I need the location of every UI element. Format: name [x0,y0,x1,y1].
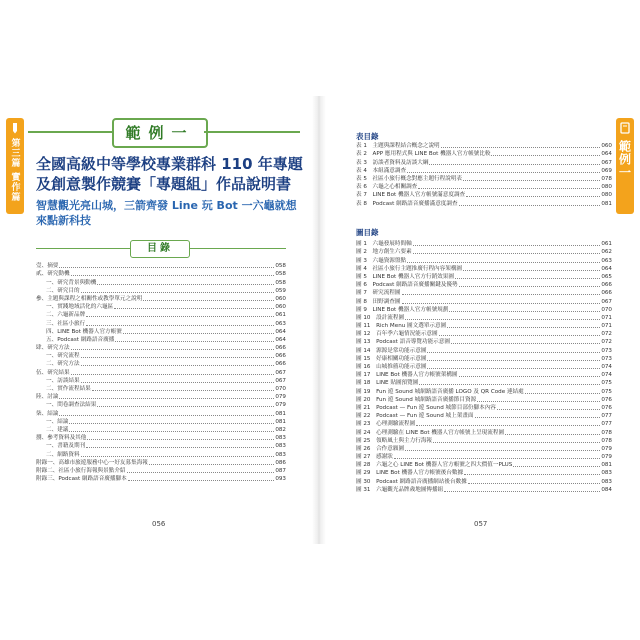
toc-entry [36,393,286,401]
dot-leader [429,164,600,165]
figure-entry [356,281,612,289]
dot-leader [513,466,600,467]
figure-entry [356,297,612,305]
figure-entry [356,379,612,387]
figure-entry-page: 072 [601,339,612,346]
toc-entry [36,270,286,278]
figure-entry-page: 083 [601,470,612,477]
figure-list-title: 圖目錄 [356,228,379,237]
table-entry-page: 060 [601,143,612,150]
toc-entry [36,344,286,352]
figure-entry-text: 圖 7 研究流程圖 [356,290,401,297]
figure-entry-text: 圖 13 Podcast 語音導覽功能示意圖 [356,339,450,346]
figure-entry-text: 圖 23 心理測驗流程圖 [356,421,416,428]
dot-leader [463,180,600,181]
figure-entry-page: 063 [601,257,612,264]
figure-entry-text: 圖 29 LINE Bot 機器人官方帳號後台數據 [356,470,464,477]
dot-leader [449,311,600,312]
toc-entry-page: 060 [275,295,286,302]
toc-entry-text: 一、結論 [46,418,69,425]
dot-leader [92,390,275,391]
toc-entry-text: 貳、研究動機 [36,271,70,278]
figure-entry-page: 079 [601,445,612,452]
toc-entry-page: 067 [275,377,286,384]
table-entry [356,150,612,158]
book-gutter [312,96,326,544]
figure-entry-text: 圖 17 LINE Bot 機器人官方帳號架構圖 [356,372,458,379]
toc-entry-page: 087 [275,467,286,474]
toc-entry-page: 064 [275,328,286,335]
figure-entry [356,346,612,354]
toc-entry [36,385,286,393]
table-entry [356,199,612,207]
dot-leader [114,308,274,309]
dot-leader [439,335,601,336]
toc-entry [36,459,286,467]
figure-entry [356,322,612,330]
dot-leader [149,464,274,465]
toc-entry-text: 二、研究方法 [46,361,80,368]
toc-entry-page: 079 [275,402,286,409]
table-entry-text: 表 4 本組滿意調查 [356,167,407,174]
figure-entry [356,445,612,453]
dot-leader [427,360,600,361]
toc-entry [36,278,286,286]
figure-entry-page: 072 [601,331,612,338]
figure-entry-page: 074 [601,364,612,370]
dot-leader [81,365,275,366]
dot-leader [86,325,274,326]
toc-entry-text: 二、實作流程結果 [46,386,91,392]
figure-entry-page: 075 [601,388,612,395]
dot-leader [69,431,274,432]
toc-entry-text: 五、Podcast 網路語音廣播 [46,336,115,343]
dot-leader [59,267,274,268]
toc-entry-text: 一、研究背景與動機 [46,279,97,286]
toc-entry-text: 一、問卷調查法結果 [46,402,97,409]
figure-entry-text: 圖 2 地方創生六要素 [356,249,412,256]
toc-entry-text: 附錄一、高雄市旅遊服務中心一好友募集海報 [36,459,148,466]
figure-entry-page: 078 [601,429,612,436]
table-entry [356,167,612,175]
dot-leader [451,343,600,344]
dot-leader [433,442,600,443]
toc-entry-text: 一、訪談結果 [46,377,80,384]
toc-entry-page: 067 [275,369,286,376]
dot-leader [466,196,600,197]
dot-leader [419,384,600,385]
dot-leader [128,480,275,481]
figure-entry [356,338,612,346]
figure-entry [356,428,612,436]
toc-entry [36,442,286,450]
figure-entry-page: 079 [601,454,612,461]
dot-leader [402,294,601,295]
figure-entry-text: 圖 8 田野調查圖 [356,298,401,305]
figure-entry-text: 圖 21 Podcast — Fun 遊 Sound 城節目部份腳本內容 [356,404,496,411]
dot-leader [459,376,601,377]
toc-entry [36,287,286,295]
figure-entry-text: 圖 11 Rich Menu 圖文選單示意圖 [356,323,447,330]
figure-entry-text: 圖 18 LINE 貼圖預覽圖 [356,380,419,387]
figure-entry-text: 圖 14 源源是常功能示意圖 [356,347,427,354]
right-section-tab [616,118,634,214]
figure-entry-page: 076 [601,404,612,411]
badge-rule-right [204,131,300,133]
dot-leader [464,474,600,475]
table-entry-text: 表 1 主題與課程結合概念之說明 [356,143,440,150]
toc-entry-page: 070 [275,386,286,392]
figure-entry [356,371,612,379]
left-section-tab [6,118,24,214]
figure-entry [356,396,612,404]
toc-entry [36,450,286,458]
dot-leader [455,278,600,279]
figure-entry-page: 066 [601,290,612,297]
toc-heading: 目錄 [130,240,190,258]
figure-entry [356,420,612,428]
toc-entry-text: 伍、研究結果 [36,369,70,376]
toc-rule-left [36,248,130,249]
dot-leader [86,447,274,448]
dot-leader [475,417,601,418]
toc-entry-text: 附錄二、社區小旅行海報與景點介紹 [36,467,126,474]
toc-entry-text: 參、主題與課程之相關性或教學單元之說明 [36,295,143,302]
dot-leader [418,188,600,189]
figure-entry-text: 圖 3 六龜資源盤點 [356,257,407,264]
toc-entry [36,418,286,426]
toc-entry [36,426,286,434]
dot-leader [416,425,600,426]
toc-entry-text: 四、LINE Bot 機器人官方帳號 [46,328,122,335]
dot-leader [427,368,600,369]
figure-entry-text: 圖 19 Fun 遊 Sound 城網路語音廣播 LOGO 及 QR Code 連結處 [356,388,524,395]
figure-entry-text: 圖 6 Podcast 網路語音廣播關鍵及優勢 [356,282,458,289]
toc-entry-page: 081 [275,418,286,425]
toc-entry-text: 二、建議 [46,426,69,433]
dot-leader [491,155,600,156]
toc-entry-text: 捌、參考資料及其他 [36,435,87,442]
table-entry [356,175,612,183]
toc-entry-page: 081 [275,410,286,417]
figure-entry-page: 078 [601,437,612,444]
figure-entry-text: 圖 12 百年季六龜情況能示意圖 [356,331,438,338]
table-entry-page: 067 [601,159,612,166]
dot-leader [525,393,601,394]
toc-entry [36,360,286,368]
figure-entry [356,273,612,281]
figure-entry [356,412,612,420]
document-subtitle: 智慧觀光亮山城，三箭齊發 Line 玩 Bot 一六龜就想來點新科技 [36,199,297,227]
figure-entry-page: 073 [601,355,612,362]
toc-entry-text: 二、六龜新品牌 [46,312,86,319]
figure-entry-page: 075 [601,380,612,387]
toc-entry-page: 063 [275,320,286,327]
figure-entry-text: 圖 28 六龜之心 LINE Bot 機器人官方帳號之四大價值一PLUS [356,462,513,469]
toc-entry-page: 066 [275,361,286,368]
figure-entry-text: 圖 16 山城推薦功能示意圖 [356,364,427,370]
dot-leader [394,458,600,459]
dot-leader [81,357,275,358]
figure-entry-page: 084 [601,486,612,493]
toc-entry [36,328,286,336]
figure-entry-page: 076 [601,396,612,403]
figure-entry-text: 圖 1 六龜發展時間軸 [356,241,412,248]
figure-entry-page: 061 [601,241,612,248]
document-title: 全國高級中等學校專業群科 110 年專題及創意製作競賽「專題組」作品說明書 [36,155,303,193]
figure-entry-page: 081 [601,462,612,469]
toc-entry-page: 058 [275,263,286,270]
toc-entry [36,434,286,442]
figure-entry-page: 070 [601,306,612,313]
table-entry-text: 表 7 LINE Bot 機器人官方帳號滿意度調查 [356,192,466,199]
toc-entry [36,303,286,311]
figure-entry-text: 圖 9 LINE Bot 機器人官方帳號規劃 [356,306,449,313]
toc-entry [36,319,286,327]
figure-entry-page: 065 [601,273,612,280]
table-entry-text: 表 3 訪談者資料及訪談大綱 [356,159,429,166]
table-entry-text: 表 2 APP 應用程式與 LINE Bot 機器人官方帳號比較 [356,151,491,158]
toc-entry [36,295,286,303]
table-entry-text: 表 5 社區小旅行概念對應主題行程說明表 [356,175,463,182]
toc-entry-page: 066 [275,353,286,360]
figure-entry [356,314,612,322]
toc-entry-text: 二、研究目的 [46,287,80,294]
toc-entry-text: 壹、摘要 [36,263,59,270]
dot-leader [497,409,600,410]
example-badge: 範例一 [112,118,208,148]
toc-entry-text: 附錄三、Podcast 網路語音廣播腳本 [36,476,127,483]
figure-entry-page: 062 [601,249,612,256]
toc-entry-page: 064 [275,336,286,343]
figure-entry-text: 圖 25 領略風土與主力行海報 [356,437,433,444]
toc-entry [36,377,286,385]
table-entry-page: 081 [601,200,612,207]
figure-entry [356,306,612,314]
dot-leader [402,303,601,304]
dot-leader [413,245,601,246]
toc-entry-page: 066 [275,345,286,352]
dot-leader [405,450,600,451]
toc-entry [36,475,286,483]
dot-leader [123,333,274,334]
dot-leader [505,434,600,435]
dot-leader [81,292,275,293]
dot-leader [413,253,601,254]
page-number-right: 057 [474,520,488,528]
toc-entry-page: 058 [275,279,286,286]
table-entry [356,142,612,150]
dot-leader [463,270,600,271]
book-icon [619,122,631,134]
dot-leader [86,316,274,317]
toc-entry-page: 083 [275,451,286,458]
dot-leader [81,382,275,383]
table-entry-page: 080 [601,184,612,191]
toc-entry-page: 060 [275,304,286,311]
figure-entry-text: 圖 4 社區小旅行主題推廣行程內容架構圖 [356,265,463,272]
figure-entry [356,355,612,363]
table-list [356,142,612,208]
figure-entry [356,461,612,469]
figure-entry-text: 圖 10 設計流程圖 [356,314,405,321]
dot-leader [97,406,274,407]
dot-leader [71,374,275,375]
toc-entry-text: 肆、研究方法 [36,345,70,352]
figure-entry [356,265,612,273]
figure-entry-page: 073 [601,347,612,354]
left-tab-label: 第三篇 實作篇 [9,138,20,203]
toc-entry [36,409,286,417]
figure-entry-page: 071 [601,323,612,330]
toc-entry-page: 086 [275,459,286,466]
badge-rule-left [28,131,112,133]
dot-leader [468,483,601,484]
toc-entry-text: 一、研究流程 [46,353,80,360]
pencil-icon [9,122,21,134]
dot-leader [115,341,274,342]
figure-entry [356,469,612,477]
figure-entry-page: 077 [601,413,612,420]
figure-entry [356,363,612,371]
table-entry [356,158,612,166]
figure-entry [356,256,612,264]
toc-entry-text: 柒、結論 [36,410,59,417]
table-entry-text: 表 6 六龜之心相關調查 [356,184,418,191]
dot-leader [69,423,274,424]
dot-leader [143,300,274,301]
figure-entry-page: 067 [601,298,612,305]
table-entry [356,191,612,199]
toc-entry [36,352,286,360]
figure-entry-text: 圖 15 好康相關功能示意圖 [356,355,427,362]
figure-entry-page: 077 [601,421,612,428]
figure-entry [356,437,612,445]
table-entry-text: 表 8 Podcast 網路語音廣播滿意度調查 [356,200,458,207]
table-entry-page: 064 [601,151,612,158]
dot-leader [71,349,275,350]
toc-entry-page: 079 [275,394,286,401]
toc-entry-text: 陸、討論 [36,394,59,401]
table-list-title: 表目錄 [356,132,379,141]
toc-entry-text: 一、實踐地域活化的六龜區 [46,304,114,311]
table-entry-page: 078 [601,175,612,182]
table-of-contents [36,262,286,483]
figure-entry-text: 圖 26 合作意願圖 [356,445,405,452]
toc-entry-page: 061 [275,312,286,319]
table-entry [356,183,612,191]
toc-entry [36,368,286,376]
toc-entry-page: 083 [275,435,286,442]
figure-entry-text: 圖 30 Podcast 網路語音廣播網站後台數據 [356,478,467,485]
dot-leader [59,415,274,416]
toc-entry-page: 058 [275,271,286,278]
figure-entry [356,453,612,461]
dot-leader [59,398,274,399]
dot-leader [447,327,600,328]
toc-entry-page: 059 [275,287,286,294]
dot-leader [427,352,600,353]
figure-entry-page: 064 [601,265,612,272]
figure-entry [356,289,612,297]
toc-entry-text: 三、社區小旅行 [46,320,86,327]
toc-entry [36,467,286,475]
figure-entry-text: 圖 27 感謝狀 [356,454,393,461]
figure-entry [356,486,612,494]
figure-entry [356,387,612,395]
dot-leader [459,286,601,287]
figure-entry-text: 圖 20 Fun 遊 Sound 城網路語音廣播節目資源 [356,396,477,403]
figure-list [356,240,612,494]
dot-leader [71,275,275,276]
toc-entry [36,262,286,270]
figure-entry [356,330,612,338]
dot-leader [87,439,274,440]
dot-leader [407,262,600,263]
right-tab-label: 範例一 [617,140,632,179]
figure-entry-page: 071 [601,314,612,321]
toc-entry [36,311,286,319]
page-number-left: 056 [152,520,166,528]
dot-leader [127,472,275,473]
figure-entry-page: 083 [601,478,612,485]
figure-entry-text: 圖 24 心理測驗在 LINE Bot 機器人官方帳號上呈現流程圖 [356,429,505,436]
figure-entry-page: 066 [601,282,612,289]
toc-rule-right [190,248,286,249]
dot-leader [97,284,274,285]
dot-leader [459,205,601,206]
figure-entry [356,240,612,248]
figure-entry-text: 圖 22 Podcast — Fun 遊 Sound 城上架畫面 [356,413,474,420]
figure-entry-page: 074 [601,372,612,379]
toc-entry-page: 082 [275,426,286,433]
toc-entry-page: 093 [275,476,286,483]
figure-entry-text: 圖 31 六龜觀光品牌歲地圖傳播組 [356,486,444,493]
toc-entry-text: 一、書籍及期刊 [46,443,86,450]
figure-entry [356,477,612,485]
table-entry-page: 080 [601,192,612,199]
dot-leader [81,456,275,457]
dot-leader [405,319,600,320]
figure-entry [356,248,612,256]
figure-entry-text: 圖 5 LINE Bot 機器人官方行銷效果圖 [356,273,454,280]
dot-leader [407,172,600,173]
toc-entry [36,336,286,344]
table-entry-page: 069 [601,167,612,174]
toc-entry-text: 二、網路資料 [46,451,80,458]
dot-leader [477,401,600,402]
dot-leader [444,491,600,492]
dot-leader [441,147,601,148]
toc-entry [36,401,286,409]
toc-entry-page: 083 [275,443,286,450]
figure-entry [356,404,612,412]
